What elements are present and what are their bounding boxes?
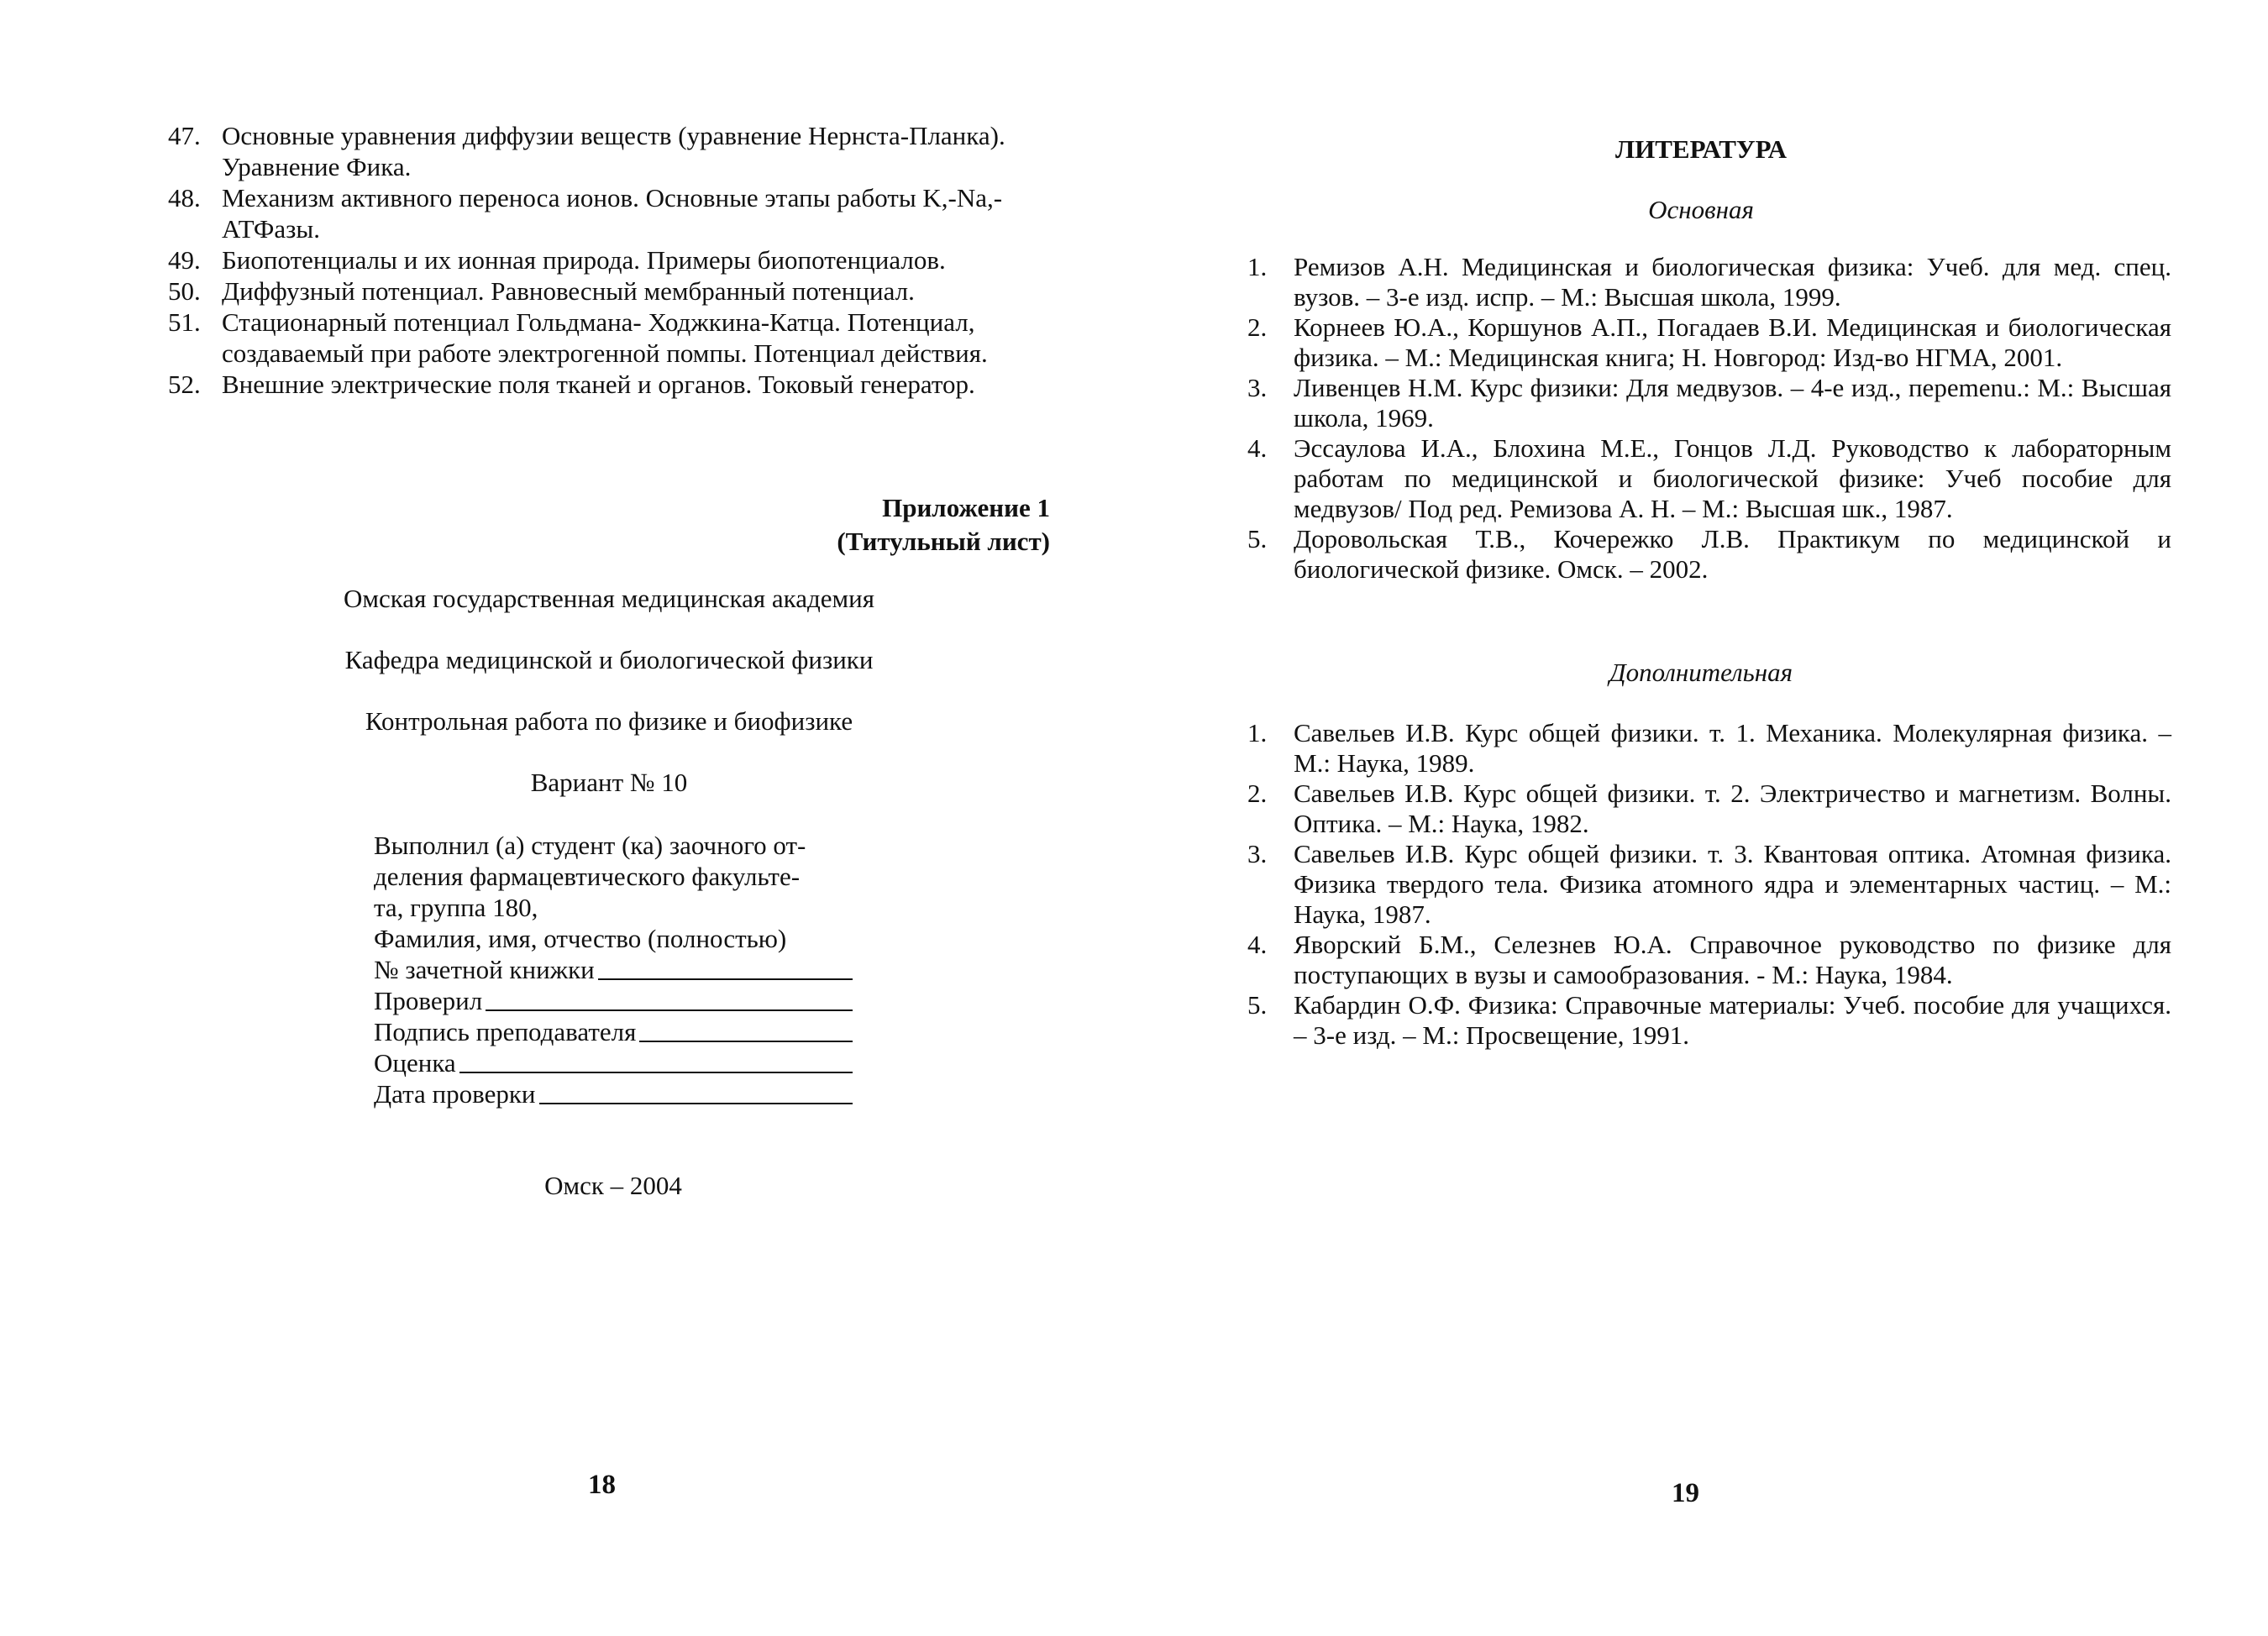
reference-number: 1.	[1247, 718, 1268, 747]
question-text: Механизм активного переноса ионов. Основные этапы работы K,-Na,-АТФазы.	[222, 183, 1003, 244]
reference-number: 4.	[1247, 930, 1268, 959]
record-book-label: № зачетной книжки	[374, 955, 595, 984]
record-book-field	[374, 954, 853, 985]
reference-text: Савельев И.В. Курс общей физики. т. 1. Механика. Молекулярная физика. – М.: Наука, 1989.	[1294, 718, 2171, 778]
main-references-list	[1247, 252, 2171, 585]
reference-number: 1.	[1247, 252, 1268, 281]
work-title: Контрольная работа по физике и биофизике	[365, 706, 853, 736]
check-date-blank	[539, 1101, 853, 1104]
literature-title: ЛИТЕРАТУРА	[1615, 134, 1787, 164]
question-text: Стационарный потенциал Гольдмана- Ходжкина-Катца. Потенциал, создаваемый при работе электрогенной помпы. Потенциал действия.	[222, 307, 988, 368]
question-list	[168, 120, 1058, 400]
question-number: 47.	[168, 121, 201, 150]
question-number: 48.	[168, 183, 201, 212]
reference-number: 3.	[1247, 373, 1268, 402]
question-item	[168, 244, 1058, 275]
question-number: 51.	[168, 307, 201, 337]
reference-item	[1247, 779, 2171, 839]
question-item	[168, 120, 1058, 182]
check-date-label: Дата проверки	[374, 1079, 536, 1109]
reference-number: 4.	[1247, 433, 1268, 463]
academy-name: Омская государственная медицинская академия	[343, 584, 875, 613]
reference-text: Савельев И.В. Курс общей физики. т. 3. Квантовая оптика. Атомная физика. Физика твердого тела. Физика атомного ядра и элементарных частиц. – М.: Наука, 1987.	[1294, 839, 2171, 929]
performed-by-line-3: та, группа 180,	[374, 893, 538, 922]
appendix-heading	[837, 491, 1050, 558]
reference-item	[1247, 524, 2171, 585]
variant-label: Вариант № 10	[530, 768, 688, 797]
appendix-subtitle: (Титульный лист)	[837, 527, 1050, 556]
main-literature-heading: Основная	[1648, 195, 1754, 224]
reference-text: Корнеев Ю.А., Коршунов А.П., Погадаев В.И. Медицинская и биологическая физика. – М.: Медицинская книга; Н. Новгород: Изд-во НГМА, 2001.	[1294, 312, 2171, 372]
full-name-label: Фамилия, имя, отчество (полностью)	[374, 924, 787, 953]
reference-text: Кабардин О.Ф. Физика: Справочные материалы: Учеб. пособие для учащихся. – 3-е изд. – М.: Просвещение, 1991.	[1294, 990, 2171, 1050]
question-number: 49.	[168, 245, 201, 275]
record-book-blank	[598, 977, 853, 980]
reference-text: Яворский Б.М., Селезнев Ю.А. Справочное руководство по физике для поступающих в вузы и самообразования. - М.: Наука, 1984.	[1294, 930, 2171, 989]
reference-item	[1247, 312, 2171, 373]
reference-item	[1247, 990, 2171, 1051]
reference-text: Ремизов А.Н. Медицинская и биологическая физика: Учеб. для мед. спец. вузов. – 3-е изд. испр. – М.: Высшая школа, 1999.	[1294, 252, 2171, 312]
question-text: Внешние электрические поля тканей и органов. Токовый генератор.	[222, 370, 975, 399]
checked-by-label: Проверил	[374, 986, 483, 1015]
checked-by-field	[374, 985, 853, 1016]
grade-label: Оценка	[374, 1048, 456, 1078]
reference-number: 5.	[1247, 990, 1268, 1020]
reference-text: Доровольская Т.В., Кочережко Л.В. Практикум по медицинской и биологической физике. Омск. – 2002.	[1294, 524, 2171, 584]
reference-number: 2.	[1247, 312, 1268, 342]
right-page	[1134, 0, 2268, 1636]
question-text: Биопотенциалы и их ионная природа. Примеры биопотенциалов.	[222, 245, 946, 275]
teacher-signature-blank	[639, 1039, 853, 1042]
page-number: 18	[588, 1470, 616, 1500]
department-name: Кафедра медицинской и биологической физики	[344, 645, 874, 674]
reference-text: Ливенцев Н.М. Курс физики: Для медвузов. – 4-е изд., переmenu.: М.: Высшая школа, 1969.	[1294, 373, 2171, 433]
reference-number: 3.	[1247, 839, 1268, 868]
question-item	[168, 182, 1058, 244]
reference-item	[1247, 718, 2171, 779]
performed-by-line-1: Выполнил (а) студент (ка) заочного от-	[374, 831, 806, 860]
performed-by-line-2: деления фармацевтического факульте-	[374, 862, 801, 891]
check-date-field	[374, 1078, 853, 1109]
reference-item	[1247, 373, 2171, 433]
additional-references-list	[1247, 718, 2171, 1051]
question-number: 52.	[168, 370, 201, 399]
appendix-label: Приложение 1	[882, 493, 1050, 522]
question-item	[168, 307, 1058, 369]
city-year: Омск – 2004	[544, 1171, 682, 1200]
checked-by-blank	[486, 1008, 853, 1011]
grade-blank	[459, 1070, 853, 1073]
question-text: Диффузный потенциал. Равновесный мембранный потенциал.	[222, 276, 915, 306]
question-text: Основные уравнения диффузии веществ (уравнение Нернста-Планка). Уравнение Фика.	[222, 121, 1005, 181]
title-page-form	[374, 830, 853, 1109]
question-item	[168, 275, 1058, 307]
reference-number: 5.	[1247, 524, 1268, 553]
reference-text: Эссаулова И.А., Блохина М.Е., Гонцов Л.Д. Руководство к лабораторным работам по медицинской и биологической физике: Учеб пособие для медвузов/ Под ред. Ремизова А. Н. – М.: Высшая шк., 1987.	[1294, 433, 2171, 523]
question-item	[168, 369, 1058, 400]
reference-number: 2.	[1247, 779, 1268, 808]
reference-item	[1247, 252, 2171, 312]
additional-literature-heading: Дополнительная	[1609, 658, 1793, 687]
teacher-signature-label: Подпись преподавателя	[374, 1017, 637, 1046]
page-number: 19	[1672, 1478, 1699, 1508]
teacher-signature-field	[374, 1016, 853, 1047]
grade-field	[374, 1047, 853, 1078]
reference-item	[1247, 839, 2171, 930]
question-number: 50.	[168, 276, 201, 306]
reference-item	[1247, 433, 2171, 524]
reference-text: Савельев И.В. Курс общей физики. т. 2. Электричество и магнетизм. Волны. Оптика. – М.: Наука, 1982.	[1294, 779, 2171, 838]
reference-item	[1247, 930, 2171, 990]
